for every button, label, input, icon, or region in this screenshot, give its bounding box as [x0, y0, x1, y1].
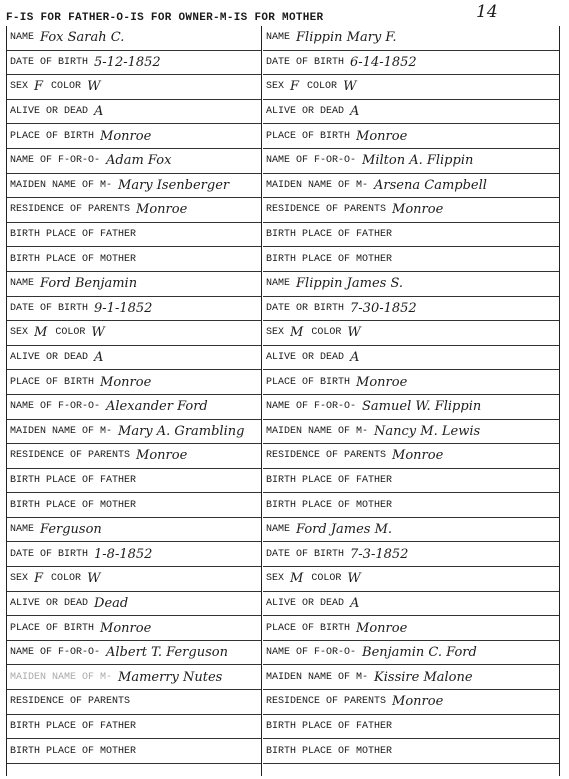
field-row-sex [7, 567, 261, 592]
handwritten-value: Ferguson [40, 522, 102, 538]
field-row-name [7, 272, 261, 297]
handwritten-value-color: W [347, 571, 361, 587]
handwritten-value: M [290, 571, 304, 587]
field-label: DATE OF BIRTH [10, 56, 89, 68]
field-row-place-of-birth [7, 124, 261, 149]
field-row-residence-of-parents [7, 444, 261, 469]
handwritten-value: A [94, 350, 104, 366]
form-header: F-IS FOR FATHER-O-IS FOR OWNER-M-IS FOR MOTHER [6, 12, 324, 24]
handwritten-value: M [290, 325, 304, 341]
handwritten-value: Monroe [356, 128, 408, 144]
handwritten-value-color: W [343, 79, 357, 95]
field-label: ALIVE OR DEAD [266, 352, 345, 364]
field-row-place-of-birth [7, 370, 261, 395]
field-label: ALIVE OR DEAD [10, 352, 89, 364]
field-label: DATE OR BIRTH [266, 302, 345, 314]
field-row-alive-or-dead [263, 592, 559, 617]
field-row-maiden-name-of-m [263, 665, 559, 690]
field-row-birth-place-of-mother [7, 739, 261, 764]
handwritten-value: Benjamin C. Ford [362, 645, 477, 661]
handwritten-value: Monroe [356, 620, 408, 636]
handwritten-value: F [34, 571, 44, 587]
handwritten-value-color: W [91, 325, 105, 341]
field-label: BIRTH PLACE OF FATHER [266, 229, 393, 241]
record-grid [6, 26, 560, 776]
handwritten-value: Mamerry Nutes [118, 669, 223, 685]
field-row-sex [263, 567, 559, 592]
field-label: NAME [10, 278, 35, 290]
field-label: NAME OF F-OR-O- [10, 401, 101, 413]
handwritten-value: 9-1-1852 [94, 300, 153, 316]
field-label: RESIDENCE OF PARENTS [266, 696, 387, 708]
field-label: SEX [10, 327, 29, 339]
field-label: ALIVE OR DEAD [10, 106, 89, 118]
handwritten-value: Ford Benjamin [40, 276, 138, 292]
field-row-birth-place-of-mother [7, 247, 261, 272]
handwritten-value: Ford James M. [296, 522, 393, 538]
field-label: DATE OF BIRTH [10, 302, 89, 314]
field-label: NAME OF F-OR-O- [266, 401, 357, 413]
field-label: ALIVE OR DEAD [10, 597, 89, 609]
field-label: BIRTH PLACE OF FATHER [10, 474, 137, 486]
field-label: BIRTH PLACE OF FATHER [266, 720, 393, 732]
field-label: SEX [266, 573, 285, 585]
handwritten-value: 6-14-1852 [350, 54, 417, 70]
field-row-place-of-birth [263, 124, 559, 149]
field-row-sex [263, 321, 559, 346]
field-label: MAIDEN NAME OF M- [10, 671, 113, 683]
field-label: NAME [266, 278, 291, 290]
field-row-name [263, 26, 559, 51]
handwritten-value: Albert T. Ferguson [106, 645, 228, 661]
handwritten-value: F [34, 79, 44, 95]
handwritten-value: Dead [94, 595, 129, 611]
field-row-maiden-name-of-m [7, 665, 261, 690]
handwritten-value: Monroe [136, 202, 188, 218]
field-row-sex [7, 75, 261, 100]
field-row-name [7, 518, 261, 543]
field-row-date-of-birth [7, 297, 261, 322]
field-row-maiden-name-of-m [263, 174, 559, 199]
handwritten-value: Nancy M. Lewis [374, 423, 481, 439]
field-row-birth-place-of-mother [263, 247, 559, 272]
field-row-birth-place-of-father [263, 223, 559, 248]
field-row-alive-or-dead [7, 346, 261, 371]
field-label: NAME OF F-OR-O- [10, 155, 101, 167]
field-row-date-of-birth [263, 542, 559, 567]
handwritten-value: Monroe [100, 128, 152, 144]
field-row-birth-place-of-father [263, 715, 559, 740]
handwritten-value: F [290, 79, 300, 95]
field-label: PLACE OF BIRTH [266, 376, 351, 388]
field-label: NAME OF F-OR-O- [266, 155, 357, 167]
field-label: MAIDEN NAME OF M- [266, 179, 369, 191]
field-row-name [263, 518, 559, 543]
field-label: SEX [266, 81, 285, 93]
field-row-name-of-f-or-o [7, 149, 261, 174]
column-divider [261, 26, 262, 776]
field-row-residence-of-parents [7, 198, 261, 223]
field-label: BIRTH PLACE OF FATHER [266, 474, 393, 486]
field-label: PLACE OF BIRTH [10, 376, 95, 388]
handwritten-value: M [34, 325, 48, 341]
field-label: RESIDENCE OF PARENTS [266, 450, 387, 462]
field-row-residence-of-parents [7, 690, 261, 715]
field-label: PLACE OF BIRTH [10, 622, 95, 634]
handwritten-value: Monroe [392, 202, 444, 218]
field-label: MAIDEN NAME OF M- [266, 671, 369, 683]
handwritten-value: A [94, 104, 104, 120]
handwritten-value: Mary A. Grambling [118, 423, 245, 439]
field-label: NAME OF F-OR-O- [10, 647, 101, 659]
field-row-place-of-birth [263, 370, 559, 395]
field-label-color: COLOR [55, 327, 86, 339]
field-label-color: COLOR [311, 327, 342, 339]
field-row-sex [7, 321, 261, 346]
field-row-birth-place-of-mother [263, 739, 559, 764]
handwritten-value: Arsena Campbell [374, 177, 487, 193]
field-row-name [263, 272, 559, 297]
field-label: RESIDENCE OF PARENTS [10, 696, 131, 708]
field-label: BIRTH PLACE OF MOTHER [10, 745, 137, 757]
field-row-place-of-birth [7, 616, 261, 641]
field-row-maiden-name-of-m [7, 420, 261, 445]
field-row-residence-of-parents [263, 690, 559, 715]
handwritten-value: 5-12-1852 [94, 54, 161, 70]
field-label-color: COLOR [307, 81, 338, 93]
handwritten-value: Monroe [392, 448, 444, 464]
field-label: DATE OF BIRTH [266, 548, 345, 560]
field-label: NAME [10, 32, 35, 44]
field-row-birth-place-of-father [7, 223, 261, 248]
page-number: 14 [476, 2, 498, 22]
handwritten-value: Alexander Ford [106, 399, 208, 415]
handwritten-value: 7-30-1852 [350, 300, 417, 316]
handwritten-value: Flippin James S. [296, 276, 404, 292]
field-row-maiden-name-of-m [263, 420, 559, 445]
handwritten-value: Adam Fox [106, 153, 172, 169]
field-label: PLACE OF BIRTH [266, 130, 351, 142]
field-row-date-or-birth [263, 297, 559, 322]
field-label: BIRTH PLACE OF FATHER [10, 229, 137, 241]
field-label-color: COLOR [311, 573, 342, 585]
field-label: BIRTH PLACE OF MOTHER [266, 499, 393, 511]
field-row-name [7, 26, 261, 51]
field-row-alive-or-dead [263, 346, 559, 371]
field-row-alive-or-dead [7, 100, 261, 125]
field-label: BIRTH PLACE OF FATHER [10, 720, 137, 732]
field-label: BIRTH PLACE OF MOTHER [266, 253, 393, 265]
handwritten-value: A [350, 595, 360, 611]
handwritten-value: A [350, 350, 360, 366]
field-label: DATE OF BIRTH [266, 56, 345, 68]
field-row-name-of-f-or-o [263, 149, 559, 174]
handwritten-value: Samuel W. Flippin [362, 399, 482, 415]
handwritten-value: Kissire Malone [374, 669, 473, 685]
field-label: RESIDENCE OF PARENTS [266, 204, 387, 216]
field-label: NAME [266, 524, 291, 536]
handwritten-value: 7-3-1852 [350, 546, 409, 562]
field-label: DATE OF BIRTH [10, 548, 89, 560]
field-label: MAIDEN NAME OF M- [10, 179, 113, 191]
handwritten-value-color: W [87, 571, 101, 587]
handwritten-value: A [350, 104, 360, 120]
field-row-name-of-f-or-o [7, 395, 261, 420]
handwritten-value-color: W [347, 325, 361, 341]
field-row-maiden-name-of-m [7, 174, 261, 199]
field-label: NAME OF F-OR-O- [266, 647, 357, 659]
handwritten-value: Mary Isenberger [118, 177, 230, 193]
handwritten-value: Monroe [392, 694, 444, 710]
field-label: NAME [10, 524, 35, 536]
field-label: SEX [266, 327, 285, 339]
field-row-birth-place-of-mother [7, 493, 261, 518]
field-row-date-of-birth [7, 51, 261, 76]
field-row-place-of-birth [263, 616, 559, 641]
field-label: RESIDENCE OF PARENTS [10, 204, 131, 216]
handwritten-value: 1-8-1852 [94, 546, 153, 562]
field-label: MAIDEN NAME OF M- [10, 425, 113, 437]
field-row-birth-place-of-father [7, 715, 261, 740]
field-label: SEX [10, 573, 29, 585]
handwritten-value: Flippin Mary F. [296, 30, 397, 46]
field-row-residence-of-parents [263, 444, 559, 469]
field-row-residence-of-parents [263, 198, 559, 223]
handwritten-value-color: W [87, 79, 101, 95]
field-label: MAIDEN NAME OF M- [266, 425, 369, 437]
field-label: ALIVE OR DEAD [266, 106, 345, 118]
handwritten-value: Monroe [100, 620, 152, 636]
field-label: NAME [266, 32, 291, 44]
field-row-alive-or-dead [7, 592, 261, 617]
handwritten-value: Monroe [136, 448, 188, 464]
field-row-name-of-f-or-o [263, 395, 559, 420]
field-row-date-of-birth [263, 51, 559, 76]
field-row-alive-or-dead [263, 100, 559, 125]
field-label-color: COLOR [51, 573, 82, 585]
left-column [7, 26, 261, 776]
field-label: ALIVE OR DEAD [266, 597, 345, 609]
field-row-date-of-birth [7, 542, 261, 567]
field-label: BIRTH PLACE OF MOTHER [10, 499, 137, 511]
field-label: SEX [10, 81, 29, 93]
field-label-color: COLOR [51, 81, 82, 93]
field-row-birth-place-of-father [7, 469, 261, 494]
field-row-sex [263, 75, 559, 100]
field-label: PLACE OF BIRTH [266, 622, 351, 634]
field-row-birth-place-of-mother [263, 493, 559, 518]
field-label: BIRTH PLACE OF MOTHER [266, 745, 393, 757]
handwritten-value: Milton A. Flippin [362, 153, 474, 169]
field-row-name-of-f-or-o [263, 641, 559, 666]
handwritten-value: Monroe [100, 374, 152, 390]
right-column [263, 26, 559, 776]
handwritten-value: Monroe [356, 374, 408, 390]
field-row-name-of-f-or-o [7, 641, 261, 666]
field-label: RESIDENCE OF PARENTS [10, 450, 131, 462]
field-row-birth-place-of-father [263, 469, 559, 494]
handwritten-value: Fox Sarah C. [40, 30, 125, 46]
field-label: PLACE OF BIRTH [10, 130, 95, 142]
field-label: BIRTH PLACE OF MOTHER [10, 253, 137, 265]
